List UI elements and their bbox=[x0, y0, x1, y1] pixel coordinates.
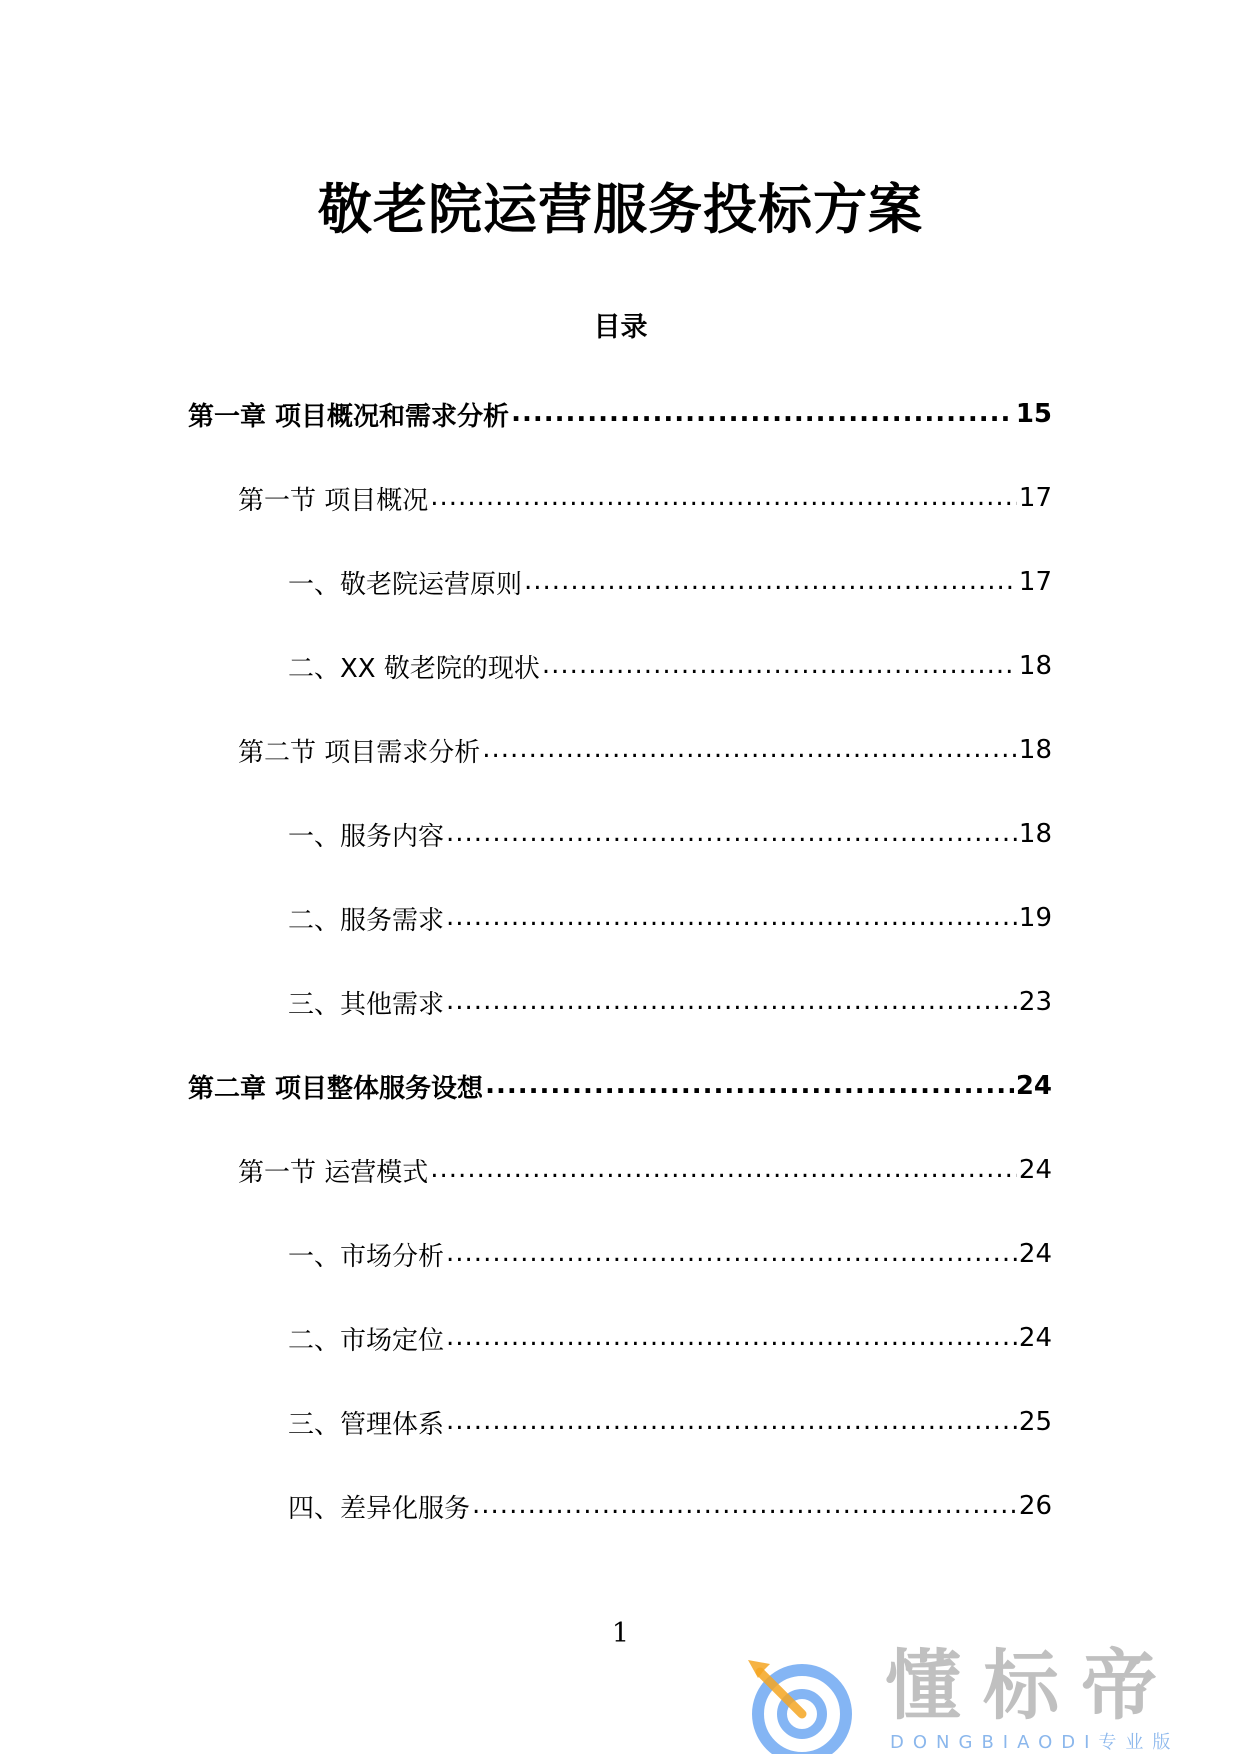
toc-dot-leader bbox=[511, 397, 1014, 431]
toc-entry[interactable] bbox=[188, 540, 1052, 624]
toc-entry-label: 一、服务内容 bbox=[288, 821, 445, 852]
toc-entry[interactable] bbox=[188, 708, 1052, 792]
toc-entry-page: 18 bbox=[1018, 819, 1052, 849]
table-of-contents bbox=[188, 372, 1052, 1548]
toc-dot-leader bbox=[446, 901, 1017, 935]
toc-entry[interactable] bbox=[188, 960, 1052, 1044]
toc-entry-page: 18 bbox=[1018, 735, 1052, 765]
toc-entry[interactable] bbox=[188, 1380, 1052, 1464]
toc-entry-page: 24 bbox=[1018, 1155, 1052, 1185]
toc-dot-leader bbox=[446, 1237, 1017, 1271]
toc-dot-leader bbox=[482, 733, 1017, 767]
toc-entry[interactable] bbox=[188, 1296, 1052, 1380]
toc-entry-label: 三、其他需求 bbox=[288, 989, 445, 1020]
toc-entry-page: 24 bbox=[1018, 1323, 1052, 1353]
toc-entry-label: 二、XX 敬老院的现状 bbox=[288, 653, 540, 684]
brand-watermark bbox=[740, 1640, 1230, 1754]
toc-entry[interactable] bbox=[188, 456, 1052, 540]
toc-entry[interactable] bbox=[188, 1044, 1052, 1128]
toc-entry-page: 24 bbox=[1018, 1239, 1052, 1269]
toc-dot-leader bbox=[446, 817, 1017, 851]
toc-entry-label: 三、管理体系 bbox=[288, 1409, 445, 1440]
toc-heading: 目录 bbox=[593, 312, 648, 343]
toc-dot-leader bbox=[524, 565, 1017, 599]
toc-entry[interactable] bbox=[188, 1128, 1052, 1212]
toc-entry-label: 四、差异化服务 bbox=[288, 1493, 471, 1524]
toc-entry[interactable] bbox=[188, 1212, 1052, 1296]
toc-entry-page: 19 bbox=[1018, 903, 1052, 933]
toc-entry[interactable] bbox=[188, 624, 1052, 708]
toc-entry-page: 17 bbox=[1018, 567, 1052, 597]
toc-entry-label: 第一节 运营模式 bbox=[238, 1157, 429, 1188]
target-arrow-icon bbox=[740, 1640, 880, 1754]
toc-dot-leader bbox=[446, 1321, 1017, 1355]
toc-dot-leader bbox=[446, 1405, 1017, 1439]
toc-entry[interactable] bbox=[188, 792, 1052, 876]
toc-entry-label: 二、市场定位 bbox=[288, 1325, 445, 1356]
toc-entry[interactable] bbox=[188, 876, 1052, 960]
toc-entry-label: 二、服务需求 bbox=[288, 905, 445, 936]
toc-entry[interactable] bbox=[188, 372, 1052, 456]
toc-dot-leader bbox=[446, 985, 1017, 1019]
toc-dot-leader bbox=[430, 1153, 1017, 1187]
toc-dot-leader bbox=[472, 1489, 1017, 1523]
toc-entry-label: 第一节 项目概况 bbox=[238, 485, 429, 516]
watermark-subtitle: DONGBIAODI专业版 bbox=[890, 1732, 1180, 1753]
toc-entry-label: 一、市场分析 bbox=[288, 1241, 445, 1272]
toc-entry-page: 26 bbox=[1018, 1491, 1052, 1521]
toc-entry-label: 第二节 项目需求分析 bbox=[238, 737, 481, 768]
toc-entry-page: 18 bbox=[1018, 651, 1052, 681]
toc-entry-page: 17 bbox=[1018, 483, 1052, 513]
toc-dot-leader bbox=[485, 1069, 1014, 1103]
toc-entry-page: 25 bbox=[1018, 1407, 1052, 1437]
toc-entry-page: 15 bbox=[1015, 399, 1052, 429]
toc-dot-leader bbox=[542, 649, 1017, 683]
toc-entry-page: 23 bbox=[1018, 987, 1052, 1017]
toc-entry[interactable] bbox=[188, 1464, 1052, 1548]
toc-entry-label: 一、敬老院运营原则 bbox=[288, 569, 523, 600]
toc-dot-leader bbox=[430, 481, 1017, 515]
toc-entry-label: 第二章 项目整体服务设想 bbox=[188, 1073, 484, 1104]
watermark-brand-text: 懂标帝 bbox=[885, 1641, 1179, 1730]
document-title: 敬老院运营服务投标方案 bbox=[318, 178, 923, 241]
toc-entry-page: 24 bbox=[1015, 1071, 1052, 1101]
toc-entry-label: 第一章 项目概况和需求分析 bbox=[188, 401, 510, 432]
page-number: 1 bbox=[611, 1618, 630, 1649]
